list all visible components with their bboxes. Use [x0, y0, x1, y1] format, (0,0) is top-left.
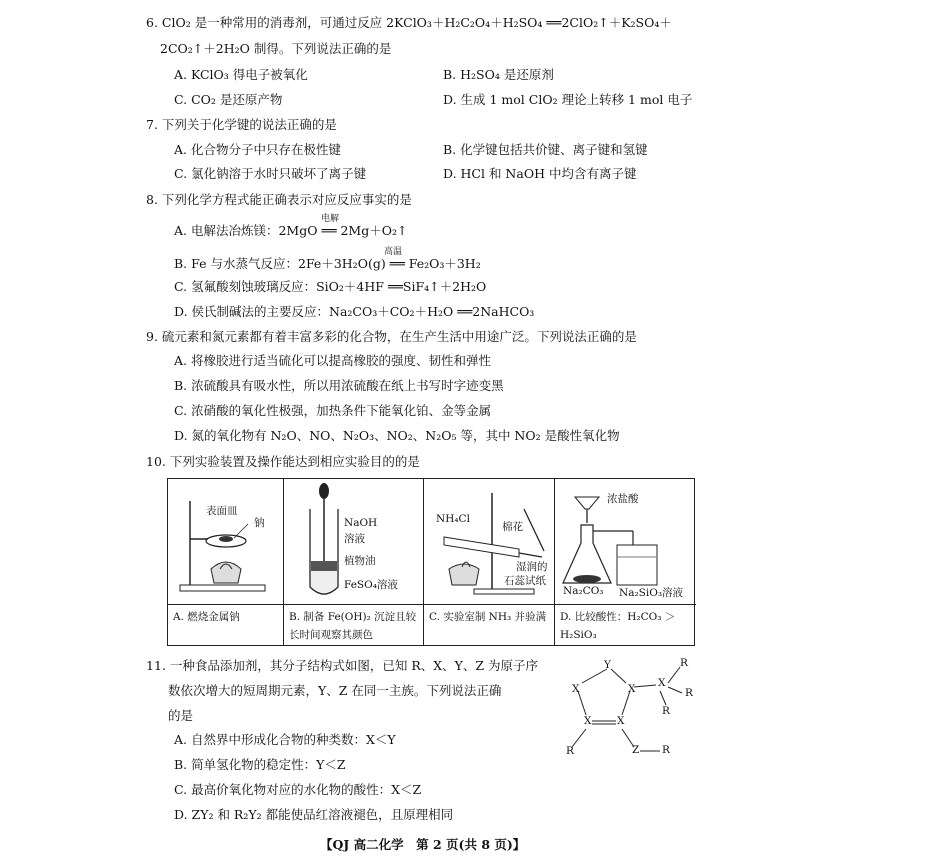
label-naoh: NaOH	[344, 517, 378, 529]
q11-option-d: D. ZY₂ 和 R₂Y₂ 都能使品红溶液褪色，且原理相同	[174, 807, 454, 822]
atom-r-lower: R	[662, 705, 670, 717]
q6-stem-line2: 2CO₂↑＋2H₂O 制得。下列说法正确的是	[160, 41, 392, 56]
label-na2sio3: Na₂SiO₃溶液	[619, 587, 684, 599]
label-solution: 溶液	[344, 533, 365, 545]
q11-option-a: A. 自然界中形成化合物的种类数：X＜Y	[174, 732, 396, 747]
molecular-structure	[558, 655, 708, 773]
label-conc-hcl: 浓盐酸	[607, 493, 639, 505]
burning-sodium-diagram	[168, 479, 284, 604]
q11-option-c: C. 最高价氧化物对应的水化物的酸性：X＜Z	[174, 782, 422, 797]
q9-option-b: B. 浓硫酸具有吸水性，所以用浓硫酸在纸上书写时字迹变黑	[174, 378, 504, 393]
label-watch-glass: 表面皿	[206, 505, 238, 517]
atom-x-bottom-left: X	[584, 715, 592, 727]
q9-option-c: C. 浓硝酸的氧化性极强，加热条件下能氧化铂、金等金属	[174, 403, 492, 418]
q7-stem: 7. 下列关于化学键的说法正确的是	[146, 117, 337, 132]
apparatus-cell-c	[424, 479, 555, 645]
q6-option-a: A. KClO₃ 得电子被氧化	[174, 67, 308, 82]
q8-option-a: A. 电解法冶炼镁：2MgO ══ 2Mg＋O₂↑	[174, 223, 408, 238]
q7-option-b: B. 化学键包括共价键、离子键和氢键	[443, 142, 648, 157]
atom-r-bottom-left: R	[566, 745, 574, 757]
q8-b-condition: 高温	[384, 247, 403, 257]
q6-option-c: C. CO₂ 是还原产物	[174, 92, 283, 107]
caption-d: D. 比较酸性：H₂CO₃ ＞H₂SiO₃	[555, 604, 696, 645]
q6-option-d: D. 生成 1 mol ClO₂ 理论上转移 1 mol 电子	[443, 92, 693, 107]
atom-x-side: X	[658, 677, 666, 689]
label-na2co3: Na₂CO₃	[563, 585, 604, 597]
q7-option-c: C. 氯化钠溶于水时只破坏了离子键	[174, 166, 367, 181]
atom-z: Z	[632, 744, 640, 756]
q7-option-a: A. 化合物分子中只存在极性键	[174, 142, 341, 157]
q8-a-condition: 电解	[321, 214, 340, 224]
atom-x-left: X	[572, 683, 580, 695]
q11-stem-line2: 数依次增大的短周期元素，Y、Z 在同一主族。下列说法正确	[168, 683, 502, 698]
q11-stem-line3: 的是	[168, 708, 194, 723]
q8-stem: 8. 下列化学方程式能正确表示对应反应事实的是	[146, 192, 412, 207]
q7-option-d: D. HCl 和 NaOH 中均含有离子键	[443, 166, 637, 181]
q9-option-a: A. 将橡胶进行适当硫化可以提高橡胶的强度、韧性和弹性	[174, 353, 491, 368]
atom-x-bottom-right: X	[617, 715, 625, 727]
q6-option-b: B. H₂SO₄ 是还原剂	[443, 67, 554, 82]
q11-stem-line1: 11. 一种食品添加剂，其分子结构式如图，已知 R、X、Y、Z 为原子序	[146, 658, 539, 673]
page-footer: 【QJ 高二化学 第 2 页(共 8 页)】	[320, 837, 526, 852]
q9-stem: 9. 硫元素和氮元素都有着丰富多彩的化合物，在生产生活中用途广泛。下列说法正确的是	[146, 329, 637, 344]
atom-r-z: R	[662, 744, 670, 756]
label-litmus-paper: 石蕊试纸	[504, 575, 546, 587]
q8-option-b: B. Fe 与水蒸气反应：2Fe＋3H₂O(g) ══ Fe₂O₃＋3H₂	[174, 256, 481, 271]
apparatus-cell-d	[555, 479, 696, 645]
q8-option-c: C. 氢氟酸刻蚀玻璃反应：SiO₂＋4HF ══SiF₄↑＋2H₂O	[174, 279, 487, 294]
label-feso4: FeSO₄溶液	[344, 579, 398, 591]
atom-r-right: R	[685, 687, 693, 699]
q10-stem: 10. 下列实验装置及操作能达到相应实验目的的是	[146, 454, 420, 469]
label-wet: 湿润的	[516, 561, 548, 573]
caption-b: B. 制备 Fe(OH)₂ 沉淀且较长时间观察其颜色	[284, 604, 423, 645]
apparatus-cell-b	[284, 479, 424, 645]
caption-c: C. 实验室制 NH₃ 并验满	[424, 604, 554, 645]
label-vegetable-oil: 植物油	[344, 555, 376, 567]
q9-option-d: D. 氮的氧化物有 N₂O、NO、N₂O₃、NO₂、N₂O₅ 等，其中 NO₂ 是酸性氧化物	[174, 428, 620, 443]
label-sodium: 钠	[254, 517, 265, 529]
atom-r-top: R	[680, 657, 688, 669]
apparatus-cell-a	[168, 479, 284, 645]
q8-option-d: D. 侯氏制碱法的主要反应：Na₂CO₃＋CO₂＋H₂O ══2NaHCO₃	[174, 304, 535, 319]
atom-x-right: X	[628, 683, 636, 695]
apparatus-table	[167, 478, 695, 646]
atom-y: Y	[604, 659, 611, 671]
caption-a: A. 燃烧金属钠	[168, 604, 283, 645]
q6-stem-line1: 6. ClO₂ 是一种常用的消毒剂，可通过反应 2KClO₃＋H₂C₂O₄＋H₂SO₄ ══2ClO₂↑＋K₂SO₄＋	[146, 15, 672, 30]
label-cotton: 棉花	[502, 521, 523, 533]
label-nh4cl: NH₄Cl	[436, 513, 470, 525]
q11-option-b: B. 简单氢化物的稳定性：Y＜Z	[174, 757, 346, 772]
